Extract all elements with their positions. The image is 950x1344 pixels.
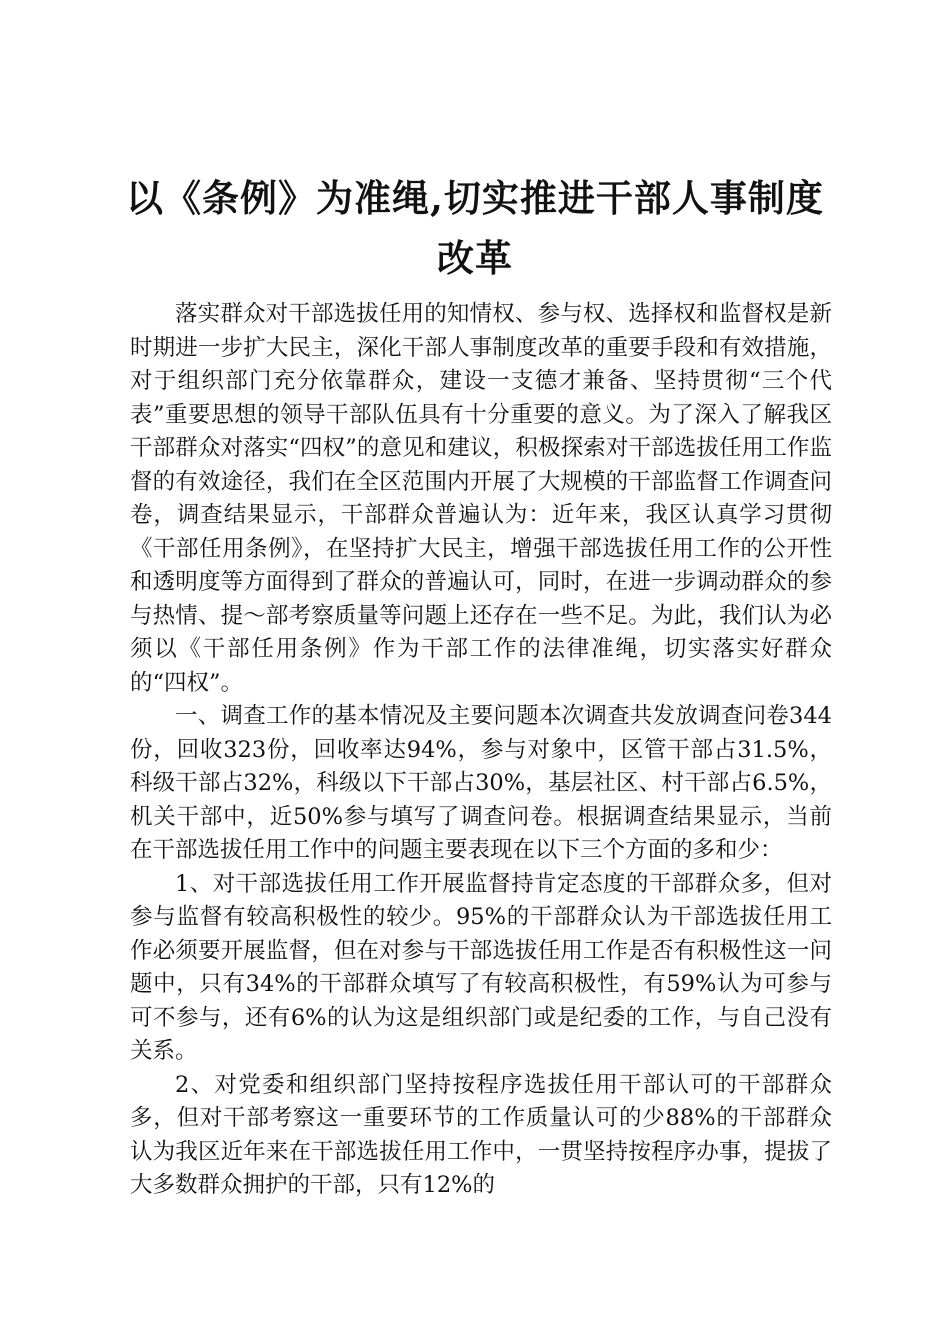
document-title: 以《条例》为准绳,切实推进干部人事制度改革 [126, 176, 824, 280]
paragraph-point-two: 2、对党委和组织部门坚持按程序选拔任用干部认可的干部群众多，但对干部考察这一重要环节的工作质量认可的少88%的干部群众认为我区近年来在干部选拔任用工作中，一贯坚持按程序办事，提拔了大多数群众拥护的干部，只有12%的 [130, 1071, 832, 1198]
document-body [130, 298, 832, 1203]
paragraph-intro: 落实群众对干部选拔任用的知情权、参与权、选择权和监督权是新时期进一步扩大民主，深化干部人事制度改革的重要手段和有效措施，对于组织部门充分依靠群众，建设一支德才兼备、坚持贯彻“三个代表”重要思想的领导干部队伍具有十分重要的意义。为了深入了解我区干部群众对落实“四权”的意见和建议，积极探索对干部选拔任用工作监督的有效途径，我们在全区范围内开展了大规模的干部监督工作调查问卷，调查结果显示，干部群众普遍认为：近年来，我区认真学习贯彻《干部任用条例》，在坚持扩大民主，增强干部选拔任用工作的公开性和透明度等方面得到了群众的普遍认可，同时，在进一步调动群众的参与热情、提～部考察质量等问题上还存在一些不足。为此，我们认为必须以《干部任用条例》作为干部工作的法律准绳，切实落实好群众的“四权”。 [130, 301, 832, 696]
paragraph-point-one: 1、对干部选拔任用工作开展监督持肯定态度的干部群众多，但对参与监督有较高积极性的较少。95%的干部群众认为干部选拔任用工作必须要开展监督，但在对参与干部选拔任用工作是否有积极性这一问题中，只有34%的干部群众填写了有较高积极性，有59%认为可参与可不参与，还有6%的认为这是组织部门或是纪委的工作，与自己没有关系。 [130, 870, 832, 1064]
paragraph-section-one: 一、调查工作的基本情况及主要问题本次调查共发放调查问卷344份，回收323份，回收率达94%，参与对象中，区管干部占31.5%，科级干部占32%，科级以下干部占30%，基层社区、村干部占6.5%，机关干部中，近50%参与填写了调查问卷。根据调查结果显示，当前在干部选拔任用工作中的问题主要表现在以下三个方面的多和少： [130, 703, 832, 863]
